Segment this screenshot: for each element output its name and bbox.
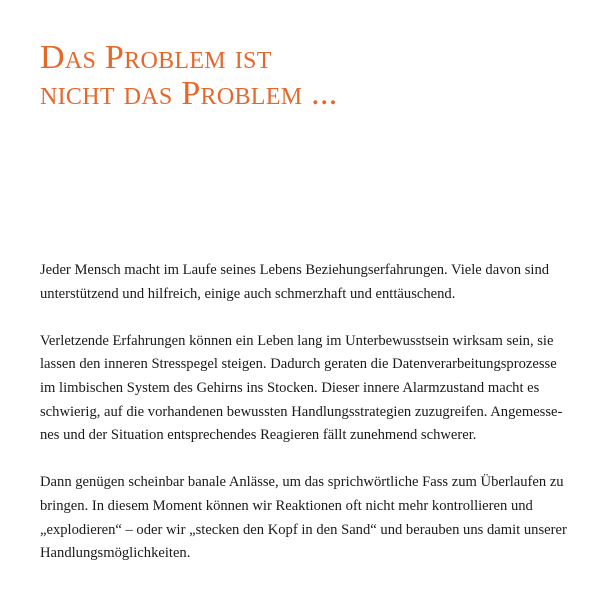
text-line: „explodieren“ – oder wir „stecken den Kopf in den Sand“ und berauben uns damit unserer [40, 521, 567, 538]
paragraph-3 [40, 471, 572, 565]
page-title [40, 40, 338, 112]
text-line: Jeder Mensch macht im Laufe seines Lebens Beziehungserfahrungen. Viele davon sind [40, 262, 550, 278]
text-line: Verletzende Erfahrungen können ein Leben lang im Unterbewusstsein wirksam sein, sie [40, 332, 554, 349]
text-line: Handlungsmöglichkeiten. [40, 545, 191, 562]
text-line: lassen den inneren Stresspegel steigen. Dadurch geraten die Datenverarbeitungsprozesse [40, 356, 557, 373]
text-line: nes und der Situation entsprechendes Reagieren fällt zunehmend schwerer. [40, 427, 477, 444]
title-line-2: nicht das Problem ... [40, 75, 338, 112]
text-line: im limbischen System des Gehirns ins Stocken. Dieser innere Alarmzustand macht es [40, 379, 540, 396]
paragraph-1 [40, 259, 572, 306]
body-text [40, 259, 572, 589]
text-line: unterstützend und hilfreich, einige auch schmerzhaft und enttäuschend. [40, 285, 456, 302]
text-line: schwierig, auf die vorhandenen bewussten Handlungsstrategien zuzugreifen. Angemesse- [40, 403, 563, 420]
paragraph-2 [40, 330, 572, 448]
text-line: Dann genügen scheinbar banale Anlässe, um das sprichwörtliche Fass zum Überlaufen zu [40, 474, 564, 491]
title-line-1: Das Problem ist [40, 39, 272, 76]
text-line: bringen. In diesem Moment können wir Reaktionen oft nicht mehr kontrollieren und [40, 497, 533, 514]
